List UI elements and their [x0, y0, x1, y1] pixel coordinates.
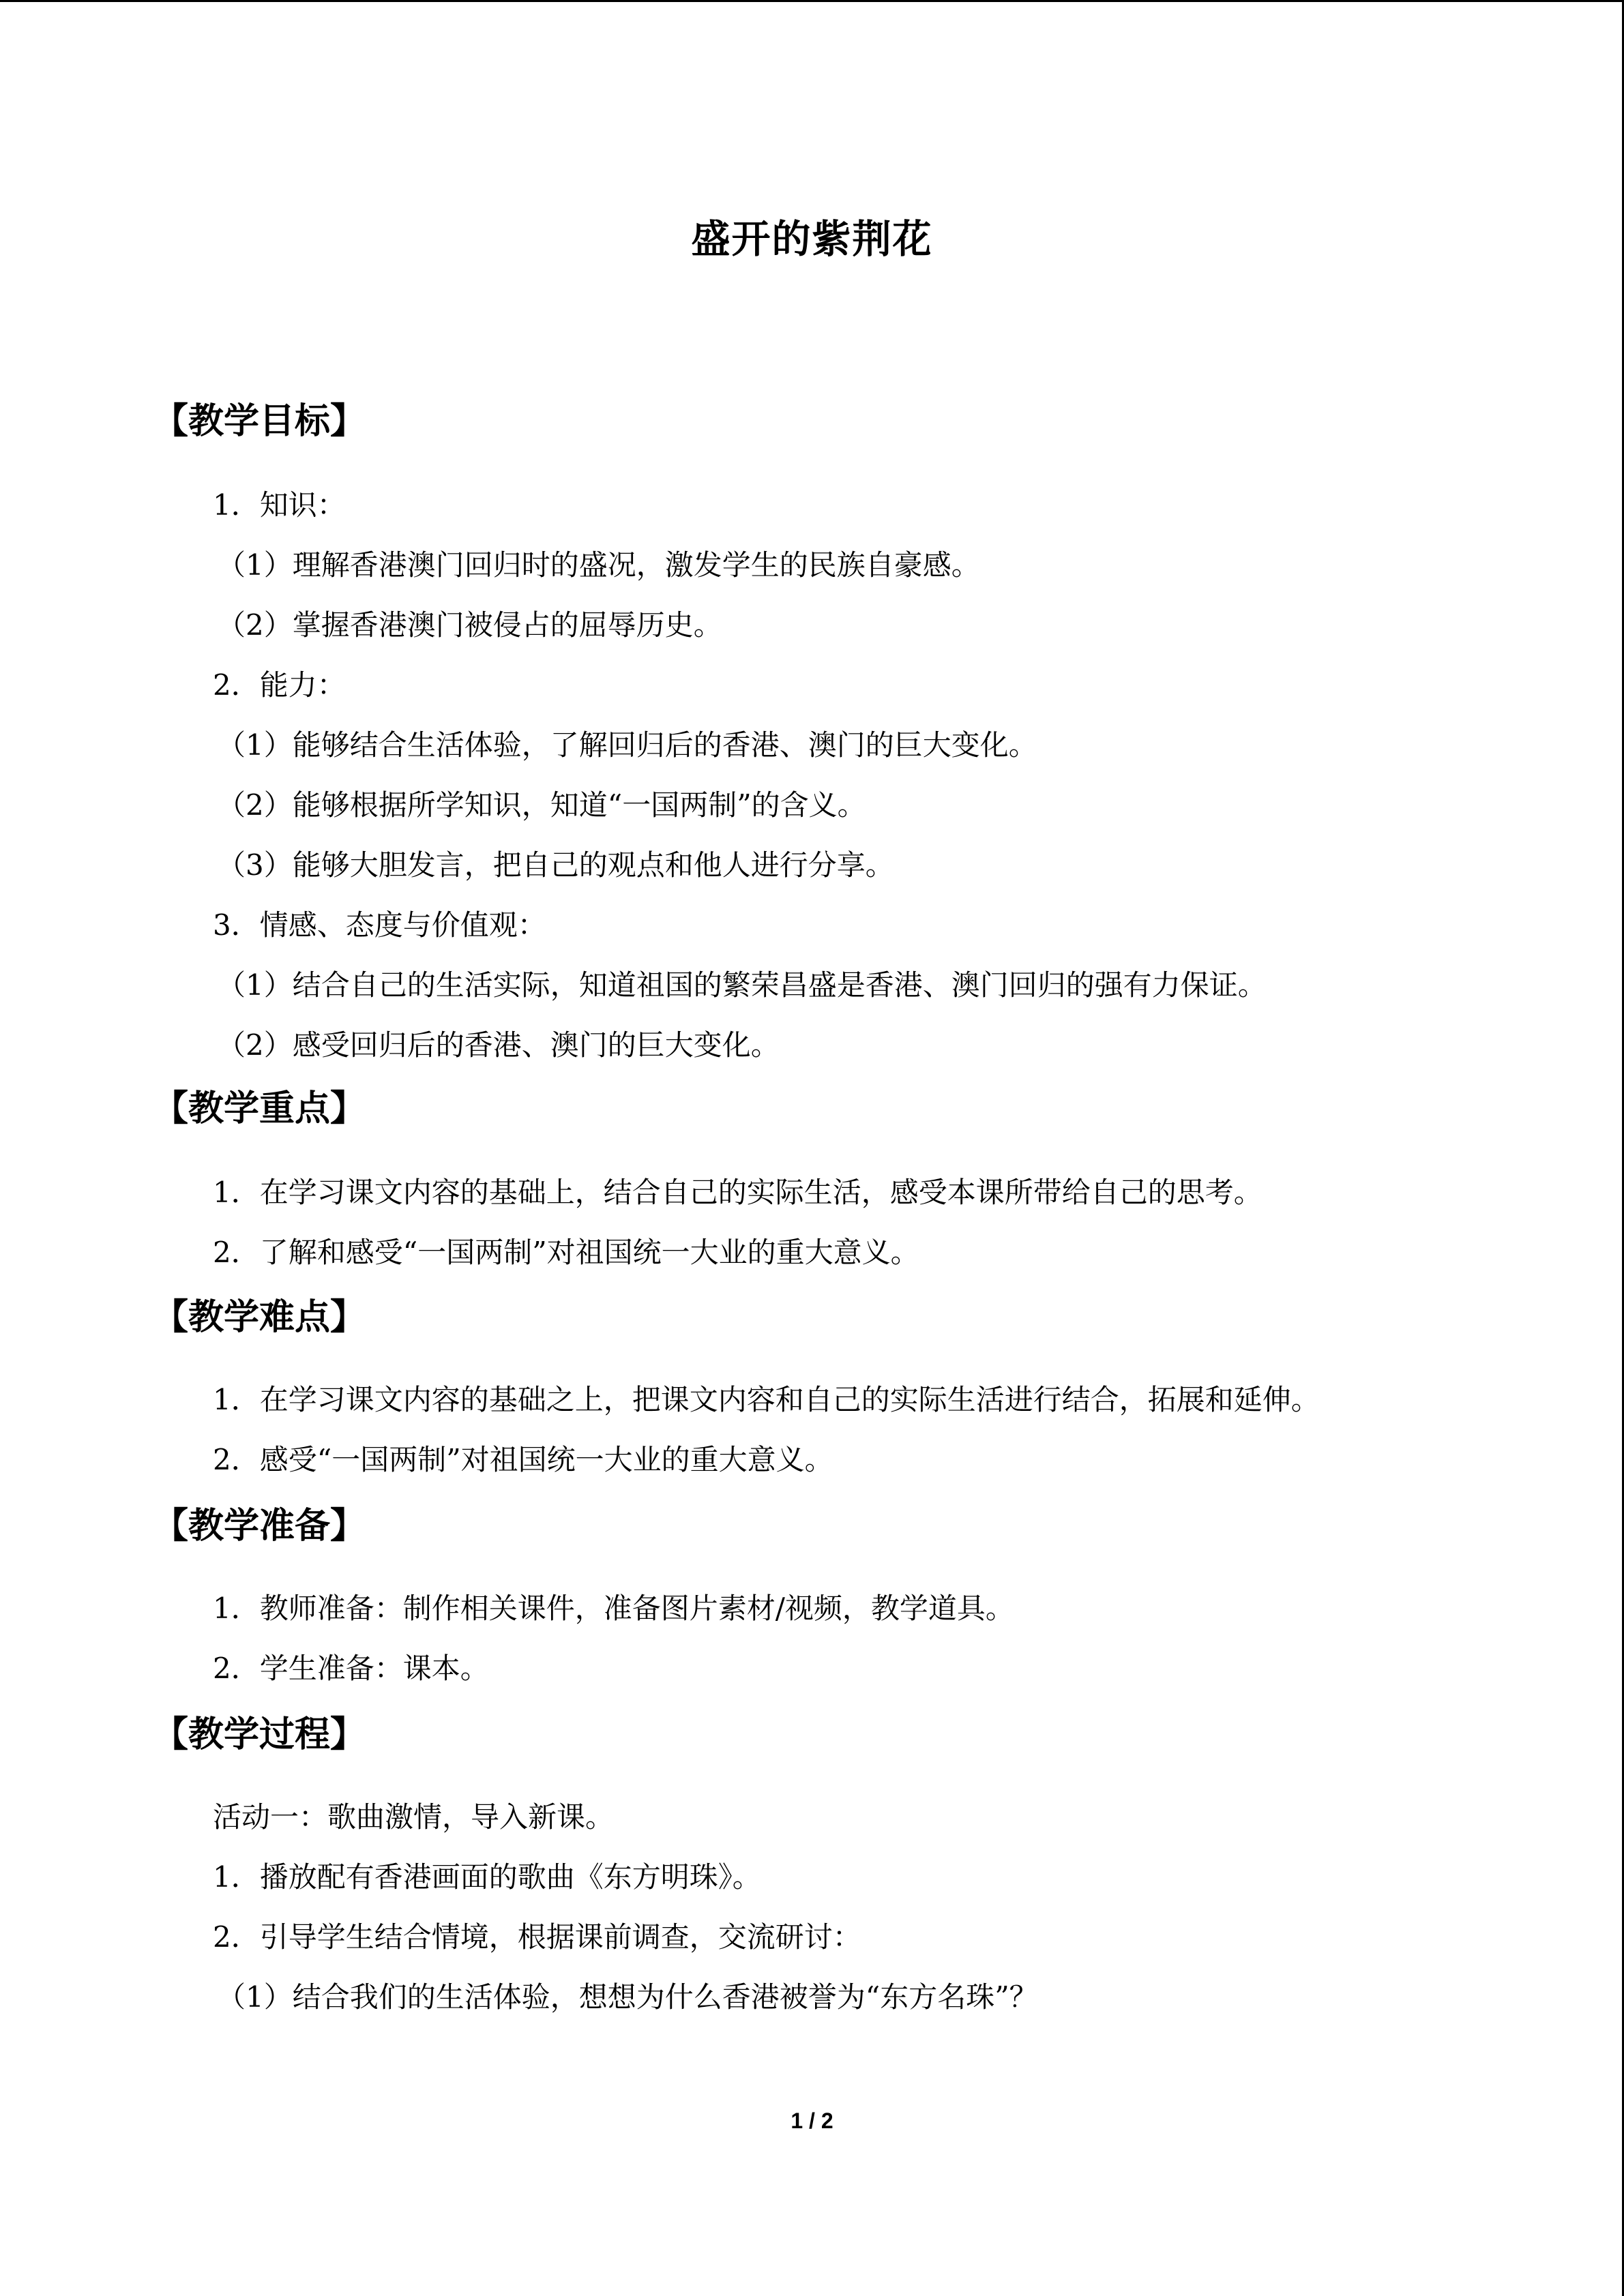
document-title: 盛开的紫荆花 — [691, 217, 933, 262]
objective-knowledge-1: （1）理解香港澳门回归时的盛况，激发学生的民族自豪感。 — [217, 548, 980, 582]
heading-preparation: 【教学准备】 — [153, 1506, 366, 1547]
objective-ability-1: （1）能够结合生活体验，了解回归后的香港、澳门的巨大变化。 — [217, 728, 1037, 762]
objective-ability-2: （2）能够根据所学知识，知道“一国两制”的含义。 — [217, 788, 866, 822]
process-step-2: 2．引导学生结合情境，根据课前调查，交流研讨： — [213, 1920, 861, 1954]
objective-emotion-2: （2）感受回归后的香港、澳门的巨大变化。 — [217, 1028, 780, 1062]
preparation-1: 1．教师准备：制作相关课件，准备图片素材/视频，教学道具。 — [213, 1592, 1014, 1625]
objective-knowledge-2: （2）掌握香港澳门被侵占的屈辱历史。 — [217, 608, 722, 642]
objective-ability: 2．能力： — [213, 668, 346, 702]
objective-ability-3: （3）能够大胆发言，把自己的观点和他人进行分享。 — [217, 848, 894, 882]
difficulty-2: 2．感受“一国两制”对祖国统一大业的重大意义。 — [213, 1443, 833, 1476]
heading-objectives: 【教学目标】 — [153, 401, 366, 442]
process-step-2-1: （1）结合我们的生活体验，想想为什么香港被誉为“东方名珠”？ — [217, 1980, 1038, 2014]
key-point-2: 2．了解和感受“一国两制”对祖国统一大业的重大意义。 — [213, 1236, 919, 1269]
preparation-2: 2．学生准备：课本。 — [213, 1652, 489, 1685]
heading-key-points: 【教学重点】 — [153, 1088, 366, 1129]
process-step-1: 1．播放配有香港画面的歌曲《东方明珠》。 — [213, 1860, 761, 1894]
objective-emotion-1: （1）结合自己的生活实际，知道祖国的繁荣昌盛是香港、澳门回归的强有力保证。 — [217, 968, 1267, 1002]
difficulty-1: 1．在学习课文内容的基础之上，把课文内容和自己的实际生活进行结合，拓展和延伸。 — [213, 1383, 1320, 1416]
key-point-1: 1．在学习课文内容的基础上，结合自己的实际生活，感受本课所带给自己的思考。 — [213, 1176, 1263, 1209]
process-activity-1: 活动一：歌曲激情，导入新课。 — [213, 1800, 615, 1834]
objective-emotion: 3．情感、态度与价值观： — [213, 908, 546, 942]
heading-process: 【教学过程】 — [153, 1714, 366, 1755]
page-number: 1 / 2 — [791, 2108, 833, 2133]
heading-difficulties: 【教学难点】 — [153, 1297, 366, 1338]
objective-knowledge: 1．知识： — [213, 488, 346, 522]
